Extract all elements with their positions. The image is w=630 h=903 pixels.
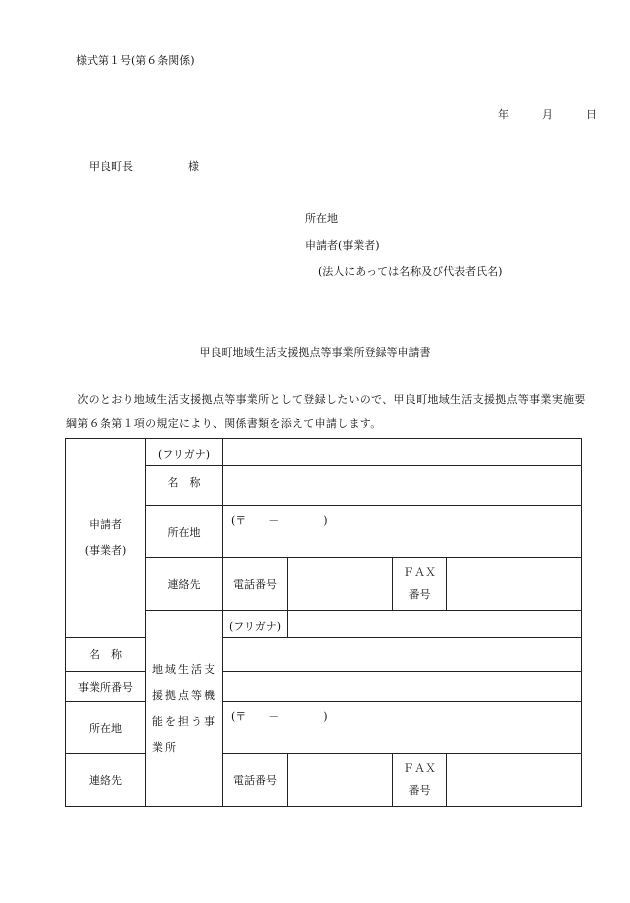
applicant-postal-code: (〒 － ) (231, 514, 328, 527)
applicant-furigana-label: (フリガナ) (146, 439, 223, 466)
office-name-field[interactable] (223, 638, 582, 672)
office-phone-field[interactable] (288, 754, 393, 807)
applicant-address-label: 所在地 (305, 212, 338, 225)
addressee: 甲良町長 様 (89, 160, 199, 173)
office-address-field[interactable] (223, 702, 582, 754)
office-furigana-field[interactable] (288, 611, 582, 638)
applicant-address-field[interactable] (223, 506, 582, 558)
office-postal-code: (〒 － ) (231, 710, 328, 723)
application-table (65, 438, 582, 807)
office-fax-field[interactable] (447, 754, 582, 807)
applicant-furigana-field[interactable] (223, 439, 582, 466)
document-title: 甲良町地域生活支援拠点等事業所登録等申請書 (199, 346, 431, 359)
office-name-label: 名 称 (66, 638, 146, 672)
applicant-fax-label: ＦＡＸ 番号 (393, 558, 447, 611)
applicant-name-field[interactable] (223, 466, 582, 506)
date-day: 日 (586, 108, 597, 121)
applicant-fax-field[interactable] (447, 558, 582, 611)
corporation-note: (法人にあっては名称及び代表者氏名) (318, 265, 503, 278)
office-phone-label: 電話番号 (223, 754, 288, 807)
applicant-phone-field[interactable] (288, 558, 393, 611)
applicant-contact-label: 連絡先 (146, 558, 223, 611)
office-section-label: 地域生活支援拠点等機能を担う事業所 (146, 611, 223, 807)
applicant-name-label: 名 称 (146, 466, 223, 506)
form-number: 様式第１号(第６条関係) (76, 54, 195, 67)
applicant-address-cell-label: 所在地 (146, 506, 223, 558)
office-number-label: 事業所番号 (66, 672, 146, 702)
office-contact-label: 連絡先 (66, 754, 146, 807)
office-number-field[interactable] (223, 672, 582, 702)
body-text: 次のとおり地域生活支援拠点等事業所として登録したいので、甲良町地域生活支援拠点等事業実施要綱第６条第１項の規定により、関係書類を添えて申請します。 (66, 393, 586, 430)
applicant-label: 申請者(事業者) (305, 239, 380, 252)
date-line (498, 106, 597, 122)
office-fax-label: ＦＡＸ 番号 (393, 754, 447, 807)
date-year: 年 (498, 108, 509, 121)
applicant-phone-label: 電話番号 (223, 558, 288, 611)
office-furigana-label: (フリガナ) (223, 611, 288, 638)
applicant-section-label: 申請者 (事業者) (66, 439, 146, 638)
date-month: 月 (542, 108, 553, 121)
office-address-cell-label: 所在地 (66, 702, 146, 754)
